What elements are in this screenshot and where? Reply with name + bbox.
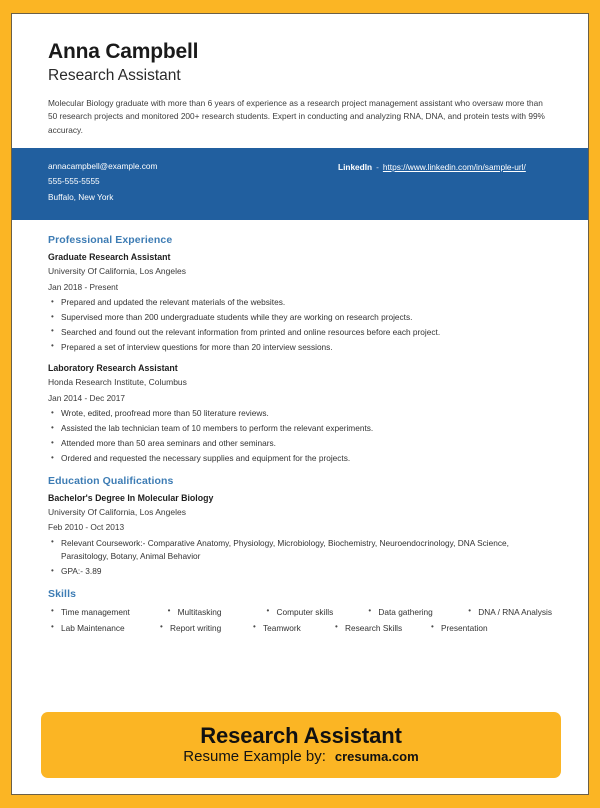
section-title-education: Education Qualifications [48, 474, 174, 487]
bullet-item: • Supervised more than 200 undergraduate students while they are working on research projects. [48, 311, 552, 324]
skill-item: • Presentation [428, 622, 488, 635]
entry-bullet-list [48, 407, 552, 465]
bullet-item: • Relevant Coursework:- Comparative Anatomy, Physiology, Microbiology, Biochemistry, Neuroendocrinology, DNA Science, Parasitology, Botany, Animal Behavior [48, 537, 552, 564]
entry-bullet-list [48, 296, 552, 354]
skill-item: • Research Skills [332, 622, 428, 635]
linkedin-separator: - [376, 162, 379, 173]
skill-item: • DNA / RNA Analysis [465, 606, 552, 619]
bullet-item: • Assisted the lab technician team of 10 members to perform the relevant experiments. [48, 422, 552, 435]
linkedin-group [338, 162, 526, 172]
entry-dates: Jan 2014 - Dec 2017 [48, 392, 126, 403]
contact-email[interactable]: annacampbell@example.com [48, 161, 158, 172]
candidate-name: Anna Campbell [48, 40, 199, 63]
section-title-experience: Professional Experience [48, 234, 173, 247]
section-skills [48, 588, 552, 636]
bullet-item: • GPA:- 3.89 [48, 565, 552, 578]
skills-row [48, 606, 552, 619]
skill-item: • Data gathering [365, 606, 465, 619]
bullet-item: • Prepared a set of interview questions for more than 20 interview sessions. [48, 341, 552, 354]
contact-phone[interactable]: 555-555-5555 [48, 176, 100, 187]
entry-role: Graduate Research Assistant [48, 252, 171, 263]
footer-title: Research Assistant [200, 723, 402, 749]
bullet-item: • Attended more than 50 area seminars and other seminars. [48, 437, 552, 450]
entry-dates: Feb 2010 - Oct 2013 [48, 522, 125, 533]
skill-item: • Teamwork [250, 622, 332, 635]
footer-subtitle [183, 749, 418, 766]
section-education-qualifications [48, 475, 552, 579]
skill-item: • Computer skills [264, 606, 366, 619]
professional-summary: Molecular Biology graduate with more than 6 years of experience as a research project management assistant who oversaw more than 50 research projects and monitored 200+ research students. Expert in conducting and analyzing RNA, DNA, and protein tests with 99% accuracy. [48, 97, 545, 135]
entry-degree: Bachelor's Degree In Molecular Biology [48, 492, 214, 503]
entry-organization: Honda Research Institute, Columbus [48, 377, 187, 388]
resume-body [12, 220, 588, 635]
resume-page [11, 13, 589, 795]
section-professional-experience [48, 234, 552, 466]
contact-band [12, 148, 588, 220]
skill-item: • Report writing [157, 622, 250, 635]
resume-header [12, 14, 588, 137]
footer-brand-name[interactable]: cresuma.com [334, 749, 419, 765]
skills-grid [48, 606, 552, 636]
bullet-item: • Prepared and updated the relevant materials of the websites. [48, 296, 552, 309]
bullet-item: • Ordered and requested the necessary supplies and equipment for the projects. [48, 452, 552, 465]
linkedin-url-link[interactable]: https://www.linkedin.com/in/sample-url/ [382, 162, 526, 173]
entry-organization: University Of California, Los Angeles [48, 506, 186, 517]
entry-organization: University Of California, Los Angeles [48, 265, 186, 276]
entry-dates: Jan 2018 - Present [48, 281, 119, 292]
linkedin-label: LinkedIn [338, 162, 373, 173]
experience-entry [48, 363, 552, 465]
entry-role: Laboratory Research Assistant [48, 363, 178, 374]
skill-item: • Lab Maintenance [48, 622, 157, 635]
footer-promo-banner [41, 712, 561, 778]
skill-item: • Multitasking [165, 606, 264, 619]
footer-subtitle-label: Resume Example by: [183, 748, 326, 766]
experience-entry [48, 252, 552, 354]
section-title-skills: Skills [48, 587, 77, 600]
bullet-item: • Wrote, edited, proofread more than 50 literature reviews. [48, 407, 552, 420]
skill-item: • Time management [48, 606, 165, 619]
contact-details [48, 161, 157, 202]
contact-location: Buffalo, New York [48, 191, 114, 202]
bullet-item: • Searched and found out the relevant information from printed and online resources before each project. [48, 326, 552, 339]
entry-bullet-list [48, 537, 552, 579]
skills-row [48, 622, 552, 635]
candidate-job-title: Research Assistant [48, 67, 181, 85]
education-entry [48, 493, 552, 579]
